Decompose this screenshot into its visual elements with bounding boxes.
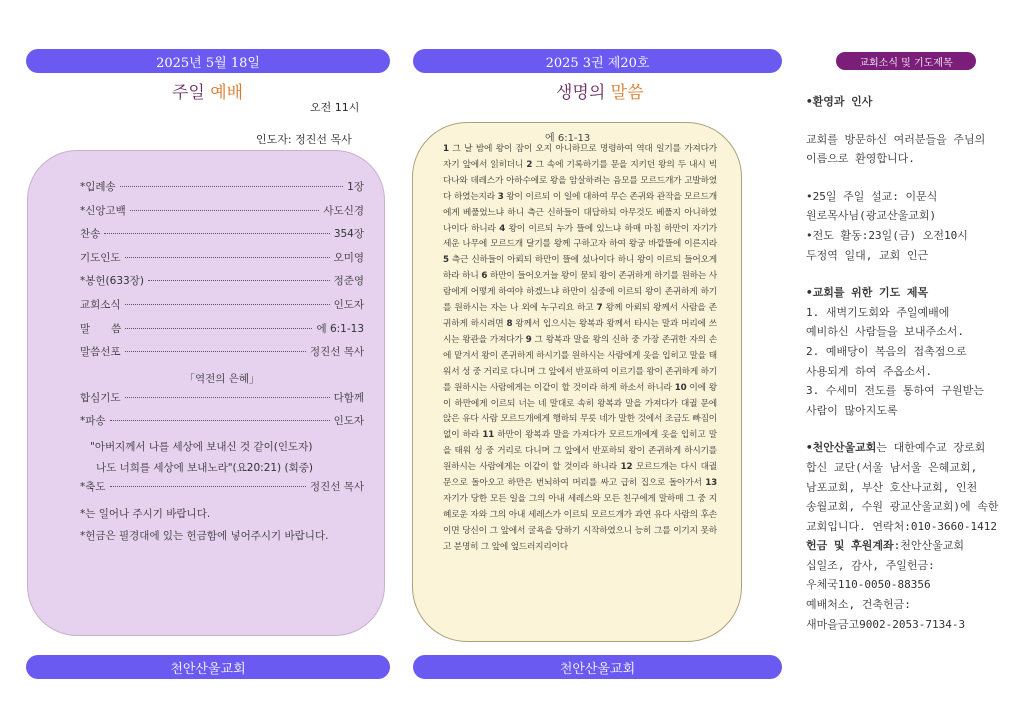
giving-line: 새마을금고9002-2053-7134-3 bbox=[806, 617, 966, 631]
church-name: 천안산울교회 bbox=[559, 661, 636, 677]
prayer-line: 사람이 많아지도록 bbox=[806, 403, 898, 417]
giving-line: 우체국110-0050-88356 bbox=[806, 578, 931, 592]
prayer-heading: •교회를 위한 기도 제목 bbox=[806, 286, 929, 300]
spacer bbox=[806, 420, 1012, 438]
order-value: 오미영 bbox=[333, 251, 364, 264]
verse-number: 10 bbox=[674, 382, 687, 393]
spacer bbox=[806, 169, 1012, 187]
leader-dots bbox=[125, 397, 330, 398]
order-value: 354장 bbox=[333, 228, 364, 241]
date-banner bbox=[26, 49, 390, 73]
verse-text: 왕께서 입으시는 왕복과 왕께서 타시는 말과 머리에 쓰시는 왕관을 가져다가 bbox=[443, 318, 717, 345]
announcement-line: •25일 주일 설교: 이문식 bbox=[806, 189, 938, 203]
welcome-line: 교회를 방문하신 여러분들을 주님의 bbox=[806, 132, 986, 146]
welcome-heading: •환영과 인사 bbox=[806, 95, 873, 108]
giving-line bbox=[806, 536, 1012, 556]
announcement-line: 두정역 일대, 교회 인근 bbox=[806, 248, 929, 262]
leader-dots bbox=[110, 486, 306, 487]
order-row bbox=[80, 297, 364, 321]
spacer bbox=[806, 112, 1012, 130]
order-label: *파송 bbox=[80, 415, 106, 428]
order-row bbox=[80, 226, 364, 250]
order-label: 찬송 bbox=[80, 228, 101, 241]
church-name: 천안산울교회 bbox=[170, 661, 246, 677]
order-label: 말 씀 bbox=[80, 322, 122, 335]
verse-text: 측근 신하들이 아뢰되 하만이 뜰에 섰나이다 하니 왕이 이르되 들어오게 하라 하니 bbox=[443, 255, 717, 282]
verse-number: 3 bbox=[497, 191, 504, 202]
sermon-title: 「역전의 은혜」 bbox=[184, 372, 260, 385]
news-banner-text: 교회소식 및 기도제목 bbox=[859, 57, 953, 69]
order-row-benediction bbox=[80, 479, 364, 503]
worship-order bbox=[27, 150, 385, 636]
about-line: 교회입니다. 연락처:010-3660-1412 bbox=[806, 519, 997, 533]
scripture-text bbox=[443, 142, 717, 556]
order-label: 기도인도 bbox=[80, 251, 121, 264]
order-value: 정진선 목사 bbox=[309, 346, 364, 359]
verse-number: 6 bbox=[481, 271, 488, 282]
sending-quote-1: "아버지께서 나를 세상에 보내신 것 같이(인도자) bbox=[90, 440, 313, 453]
leader-dots bbox=[125, 351, 306, 352]
about-line: 송월교회, 수원 광교산울교회)에 속한 bbox=[806, 500, 999, 514]
about-text: 는 대한예수교 장로회 bbox=[876, 441, 986, 455]
leader-dots bbox=[130, 210, 320, 211]
order-row bbox=[80, 250, 364, 274]
prayer-line: 3. 수세미 전도를 통하여 구원받는 bbox=[806, 384, 984, 398]
sending-quote-2: 나도 너희를 세상에 보내노라"(요20:21) (회중) bbox=[96, 461, 313, 474]
about-line: 남포교회, 부산 호산나교회, 인천 bbox=[806, 480, 978, 494]
order-label: *축도 bbox=[80, 480, 106, 493]
verse-text: 하만이 들어오거늘 왕이 묻되 왕이 존귀하게 하기를 원하는 사람에게 어떻게 하여야 하겠느냐 하만이 심중에 이르되 왕이 존귀하게 하기를 원하시는 자는 나 외에 누구리요 하고 bbox=[443, 271, 717, 314]
footer-banner-middle bbox=[413, 655, 782, 679]
giving-line: 십일조, 감사, 주일헌금: bbox=[806, 558, 935, 572]
order-row bbox=[80, 203, 364, 227]
verse-text: 하만이 왕복과 말을 가져다가 모르드개에게 옷을 입히고 말을 태워 성 중 거리로 다니며 그 앞에서 반포하되 왕이 존귀하게 하시기를 원하시는 사람에게는 이같이 할 것이라 하니라 bbox=[443, 430, 717, 473]
order-value: 정진선 목사 bbox=[309, 480, 364, 493]
verse-text: 그 왕복과 말을 왕의 신하 중 가장 존귀한 자의 손에 맡겨서 왕이 존귀하게 하시기를 원하시는 사람에게 옷을 입히고 말을 태워서 성 중 거리로 다니며 그 앞에서 반포하여 이르기를 왕이 존귀하게 하기를 원하시는 사람에게는 이같이 할 것이라 하게 하소서 하니라 bbox=[443, 334, 718, 393]
verse-number: 11 bbox=[482, 430, 495, 441]
verse-text: 그 속에 기록하기를 문을 지키던 왕의 두 내시 빅다나와 데레스가 아하수에로 왕을 암살하려는 음모를 모르드개가 고발하였다 하였는지라 bbox=[443, 159, 717, 202]
verse-text: 그 날 밤에 왕이 잠이 오지 아니하므로 명령하여 역대 일기를 가져다가 자기 앞에서 읽히더니 bbox=[443, 144, 717, 170]
order-row bbox=[80, 413, 364, 437]
service-title-a: 주일 bbox=[172, 83, 211, 103]
word-title bbox=[556, 78, 644, 103]
word-title-a: 생명의 bbox=[556, 83, 611, 103]
prayer-line: 2. 예배당이 복음의 접촉점으로 bbox=[806, 344, 967, 358]
verse-number: 8 bbox=[506, 318, 513, 329]
service-leader: 인도자: 정진선 목사 bbox=[256, 133, 352, 146]
order-row bbox=[80, 179, 364, 203]
prayer-line: 사용되게 하여 주옵소서. bbox=[806, 364, 933, 378]
service-title-b: 예배 bbox=[210, 83, 244, 103]
order-label: *입례송 bbox=[80, 181, 116, 193]
verse-text: 모르드개는 다시 대궐 문으로 돌아오고 하만은 번뇌하여 머리를 싸고 급히 집으로 돌아가서 bbox=[443, 462, 717, 489]
order-row bbox=[80, 344, 364, 368]
welcome-line: 이름으로 환영합니다. bbox=[806, 152, 915, 166]
verse-number: 1 bbox=[443, 144, 449, 154]
verse-number: 7 bbox=[596, 303, 603, 314]
issue-text: 2025 3권 제20호 bbox=[545, 55, 650, 71]
leader-dots bbox=[125, 328, 312, 329]
about-line: 합신 교단(서울 남서울 은혜교회, bbox=[806, 460, 978, 474]
order-value: 다함께 bbox=[333, 391, 364, 404]
date-text: 2025년 5월 18일 bbox=[156, 55, 260, 71]
note-offering: *헌금은 필경대에 있는 헌금함에 넣어주시기 바랍니다. bbox=[80, 529, 329, 542]
leader-dots bbox=[120, 186, 343, 187]
order-value: 사도신경 bbox=[323, 204, 364, 217]
order-label: 교회소식 bbox=[80, 298, 121, 311]
giving-line: 예배처소, 건축헌금: bbox=[806, 598, 911, 612]
news-banner bbox=[836, 52, 976, 70]
order-label: 말씀선포 bbox=[80, 346, 121, 359]
about-line bbox=[806, 438, 1012, 458]
order-row bbox=[80, 321, 364, 345]
order-label: 합심기도 bbox=[80, 391, 121, 404]
verse-text: 왕이 이르되 누가 뜰에 있느냐 하매 마침 하만이 자기가 세운 나무에 모르드개 달기를 왕께 구하고자 하여 왕궁 바깥뜰에 이른지라 bbox=[443, 223, 717, 250]
verse-number: 12 bbox=[620, 462, 633, 473]
leader-dots bbox=[125, 304, 330, 305]
leader-dots bbox=[104, 233, 330, 234]
service-title bbox=[172, 78, 243, 103]
verse-text: 이에 왕이 하만에게 이르되 너는 네 말대로 속히 왕복과 말을 가져다가 대궐 문에 앉은 유다 사람 모르드개에게 행하되 무릇 네가 말한 것에서 조금도 빠짐이 없이 하라 bbox=[443, 382, 717, 441]
verse-number: 9 bbox=[525, 334, 532, 345]
leader-dots bbox=[125, 257, 330, 258]
announcement-line: 원로목사님(광교산울교회) bbox=[806, 209, 937, 223]
scripture-reference: 에 6:1-13 bbox=[545, 133, 591, 144]
order-value: 인도자 bbox=[333, 298, 364, 311]
announcement-line: •전도 활동:23일(금) 오전10시 bbox=[806, 228, 968, 242]
note-standing: *는 일어나 주시기 바랍니다. bbox=[80, 507, 211, 520]
verse-text: 자기가 당한 모든 일을 그의 아내 세레스와 모든 친구에게 말하매 그 중 지혜로운 자와 그의 아내 세레스가 이르되 모르드개가 과연 유다 사람의 후손이면 당신이 그 앞에서 굴욕을 당하기 시작하였으니 능히 그를 이기지 못하고 분명히 그 앞에 엎드러지리이다 bbox=[443, 493, 717, 552]
spacer bbox=[806, 265, 1012, 283]
verse-number: 13 bbox=[705, 478, 717, 489]
service-time: 오전 11시 bbox=[310, 101, 360, 114]
verse-number: 4 bbox=[499, 223, 506, 234]
verse-text: 왕이 이르되 이 일에 대하여 무슨 존귀와 관작을 모르드개에게 베풀었느냐 하니 측근 신하들이 대답하되 아무것도 베풀지 아니하였나이다 하니라 bbox=[443, 191, 717, 234]
order-value: 1장 bbox=[347, 181, 364, 193]
verse-text: 왕께 아뢰되 왕께서 사람을 존귀하게 하시려면 bbox=[443, 303, 717, 329]
prayer-line: 예비하신 사람들을 보내주소서. bbox=[806, 325, 965, 339]
order-value: 정준영 bbox=[333, 275, 364, 288]
order-value: 인도자 bbox=[333, 415, 364, 428]
order-row bbox=[80, 390, 364, 414]
giving-text: :천안산울교회 bbox=[893, 539, 965, 553]
order-label: *봉헌(633장) bbox=[80, 275, 144, 288]
order-label: *신앙고백 bbox=[80, 204, 126, 217]
prayer-line: 1. 새벽기도회와 주일예배에 bbox=[806, 305, 950, 319]
word-title-b: 말씀 bbox=[610, 83, 644, 103]
issue-banner bbox=[413, 49, 782, 73]
order-row bbox=[80, 273, 364, 297]
leader-dots bbox=[110, 420, 330, 421]
scripture-box bbox=[412, 122, 742, 642]
about-heading: •천안산울교회 bbox=[806, 441, 877, 455]
footer-banner-left bbox=[26, 655, 390, 679]
verse-number: 2 bbox=[526, 159, 533, 170]
news-section bbox=[806, 92, 1012, 634]
giving-heading: 헌금 및 후원계좌 bbox=[806, 539, 894, 553]
order-value: 에 6:1-13 bbox=[316, 322, 364, 335]
verse-number: 5 bbox=[443, 255, 449, 266]
leader-dots bbox=[148, 280, 330, 281]
